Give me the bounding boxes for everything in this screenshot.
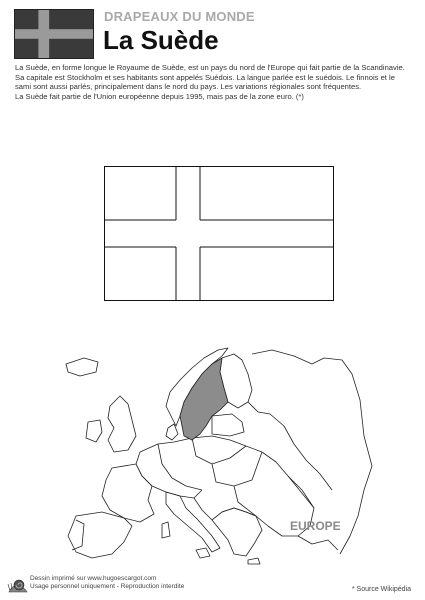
footer-notice — [30, 575, 184, 591]
footer-line: Usage personnel uniquement - Reproduction interdite — [30, 583, 185, 590]
page-title: La Suède — [103, 25, 219, 55]
map-label: EUROPE — [290, 519, 341, 533]
description-paragraph: La Suède, en forme longue le Royaume de Suède, est un pays du nord de l'Europe qui fait partie de la Scandinavie. Sa capitale est Stockholm et ses habitants sont appelés Suédois. La langue parlée est le suédois. Le finnois et le sami sont aussi parlés, principalement dans le nord du pays. Les variations régionales sont fréquentes. — [15, 63, 405, 91]
description-text — [15, 63, 411, 101]
series-title: DRAPEAUX DU MONDE — [104, 9, 255, 24]
snail-icon — [7, 574, 29, 594]
sweden-highlight — [180, 358, 228, 440]
footer-line: Dessin imprimé sur www.hugoescargot.com — [30, 575, 157, 582]
small-flag-thumbnail — [14, 9, 94, 59]
source-note: * Source Wikipédia — [351, 586, 411, 593]
description-paragraph: La Suède fait partie de l'Union européenne depuis 1995, mais pas de la zone euro. (*) — [15, 91, 304, 101]
flag-outline — [104, 166, 334, 301]
